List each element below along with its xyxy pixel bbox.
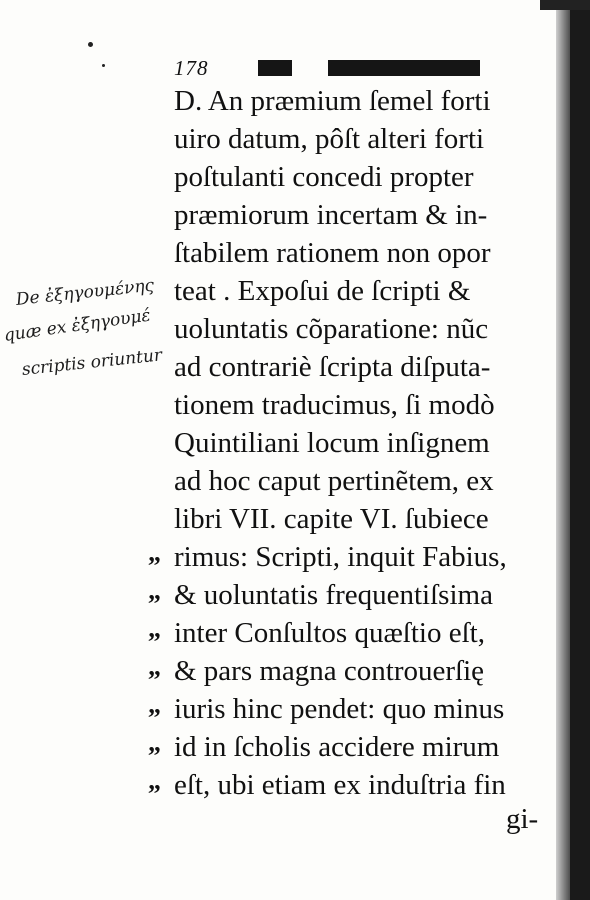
text-line: id in ſcholis accidere mirum [174, 731, 500, 763]
text-line: uiro datum, pôſt alteri forti [174, 123, 485, 155]
quotation-mark: „ [148, 538, 159, 567]
catchword: gi- [506, 803, 539, 835]
text-line: ad hoc caput pertinẽtem, ex [174, 465, 494, 497]
text-line: libri VII. capite VI. ſubiece [174, 503, 489, 535]
quotation-mark: „ [148, 576, 159, 605]
text-line: ſtabilem rationem non opor [174, 237, 491, 269]
text-line: & uoluntatis frequentiſsima [174, 579, 493, 611]
quotation-mark: „ [148, 766, 159, 795]
quotation-mark: „ [148, 690, 159, 719]
running-head-block [258, 60, 292, 76]
margin-note-line: De ἐξηγουμένης [14, 275, 156, 310]
text-line: rimus: Scripti, inquit Fabius, [174, 541, 507, 573]
running-head-block [328, 60, 480, 76]
running-head-redacted [258, 60, 590, 76]
text-line: teat . Expoſui de ſcripti & [174, 275, 471, 307]
quotation-mark: „ [148, 652, 159, 681]
text-line: inter Conſultos quæſtio eſt, [174, 617, 485, 649]
margin-note-line: scriptis oriuntur [20, 345, 163, 380]
ink-speck [102, 64, 105, 67]
text-line: ad contrariè ſcripta diſputa- [174, 351, 491, 383]
page-number: 178 [174, 56, 209, 80]
page-gutter-shadow [556, 0, 570, 900]
text-line: eſt, ubi etiam ex induſtria fin [174, 769, 506, 801]
text-line: & pars magna controuerſię [174, 655, 485, 687]
quotation-mark: „ [148, 614, 159, 643]
text-line: iuris hinc pendet: quo minus [174, 693, 505, 725]
ink-speck [88, 42, 93, 47]
margin-note-line: quæ ex ἐξηγουμέ [2, 305, 152, 346]
book-edge-top [540, 0, 590, 10]
text-line: Quintiliani locum inſignem [174, 427, 490, 459]
text-line: D. An præmium ſemel forti [174, 85, 491, 117]
text-line: poſtulanti concedi propter [174, 161, 474, 193]
text-line: præmiorum incertam & in- [174, 199, 488, 231]
text-line: tionem traducimus, ſi modò [174, 389, 495, 421]
quotation-mark: „ [148, 728, 159, 757]
book-edge [570, 0, 590, 900]
text-line: uoluntatis cõparatione: nũc [174, 313, 489, 345]
